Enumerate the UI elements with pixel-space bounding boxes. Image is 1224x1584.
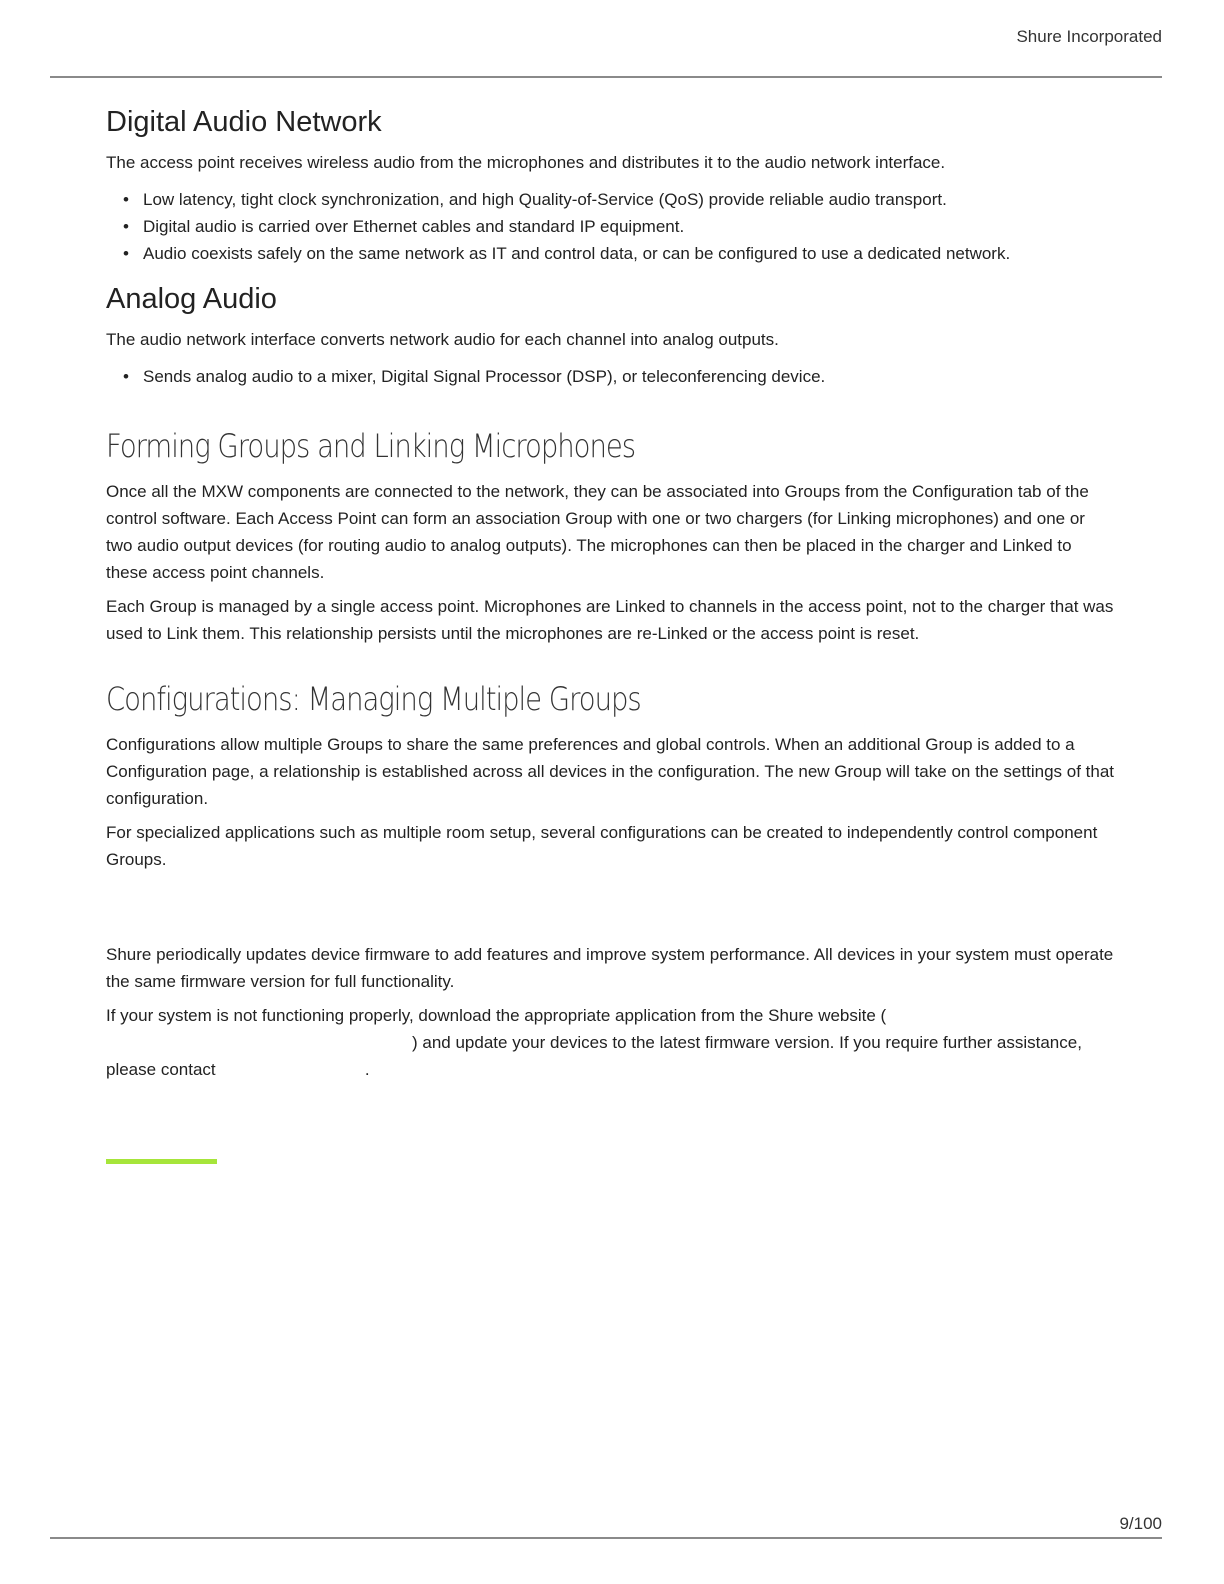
section-analog-audio bbox=[106, 281, 1116, 390]
config-paragraph-1: Configurations allow multiple Groups to share the same preferences and global controls. When an additional Group is added to a Configuration page, a relationship is established across all devices in the configuration. The new Group will take on the settings of that configuration. bbox=[106, 735, 1114, 808]
list-item: • Low latency, tight clock synchronization, and high Quality-of-Service (QoS) provide reliable audio transport. bbox=[106, 186, 1116, 213]
firmware-paragraph-1: Shure periodically updates device firmware to add features and improve system performance. All devices in your system must operate the same firmware version for full functionality. bbox=[106, 945, 1114, 991]
section-title-configurations: Configurations: Managing Multiple Groups bbox=[106, 680, 641, 718]
page-number: 9/100 bbox=[1119, 1514, 1162, 1533]
forming-paragraph-1: Once all the MXW components are connected to the network, they can be associated into Groups from the Configuration tab of the control software. Each Access Point can form an association Group with one or two chargers (for Linking microphones) and one or two audio output devices (for routing audio to analog outputs). The microphones can then be placed in the charger and Linked to these access point channels. bbox=[106, 482, 1089, 582]
config-paragraph-2: For specialized applications such as multiple room setup, several configurations can be created to independently control component Groups. bbox=[106, 823, 1098, 869]
firmware-paragraph-2 bbox=[106, 1002, 1116, 1083]
footer-divider bbox=[50, 1537, 1162, 1539]
section-configurations bbox=[106, 679, 1116, 873]
digital-bullet-list bbox=[106, 186, 1116, 267]
section-firmware bbox=[106, 941, 1116, 1083]
accent-bar bbox=[106, 1159, 217, 1164]
forming-paragraph-2: Each Group is managed by a single access point. Microphones are Linked to channels in the access point, not to the charger that was used to Link them. This relationship persists until the microphones are re-Linked or the access point is reset. bbox=[106, 597, 1114, 643]
section-title-digital: Digital Audio Network bbox=[106, 106, 382, 138]
section-forming-groups bbox=[106, 426, 1116, 647]
section-digital-audio-network bbox=[106, 104, 1116, 267]
section-title-forming: Forming Groups and Linking Microphones bbox=[106, 427, 636, 465]
analog-bullet-list bbox=[106, 363, 1116, 390]
firmware-text-part-3: . bbox=[364, 1060, 370, 1079]
digital-intro: The access point receives wireless audio from the microphones and distributes it to the audio network interface. bbox=[106, 153, 946, 172]
header-company-name: Shure Incorporated bbox=[1016, 27, 1162, 46]
page-content bbox=[106, 104, 1116, 1090]
shure-website-link[interactable]: ​xxxxxxxxxxxxxxxxxxxxxxxxxxxxxxxxxxxx bbox=[106, 1033, 412, 1052]
firmware-text-part-1: If your system is not functioning properly, download the appropriate application from the Shure website ( bbox=[106, 1006, 887, 1025]
firmware-text-part-2: ) and update your devices to the latest firmware version. If you require further assistance, please contact bbox=[106, 1033, 1082, 1079]
header-divider bbox=[50, 76, 1162, 78]
section-title-analog: Analog Audio bbox=[106, 283, 277, 315]
support-contact-link[interactable]: xxxxxxxxxxxxxxxxx bbox=[220, 1060, 365, 1079]
analog-intro: The audio network interface converts network audio for each channel into analog outputs. bbox=[106, 330, 779, 349]
list-item: • Audio coexists safely on the same network as IT and control data, or can be configured to use a dedicated network. bbox=[106, 240, 1116, 267]
list-item: • Digital audio is carried over Ethernet cables and standard IP equipment. bbox=[106, 213, 1116, 240]
list-item: • Sends analog audio to a mixer, Digital Signal Processor (DSP), or teleconferencing device. bbox=[106, 363, 1116, 390]
